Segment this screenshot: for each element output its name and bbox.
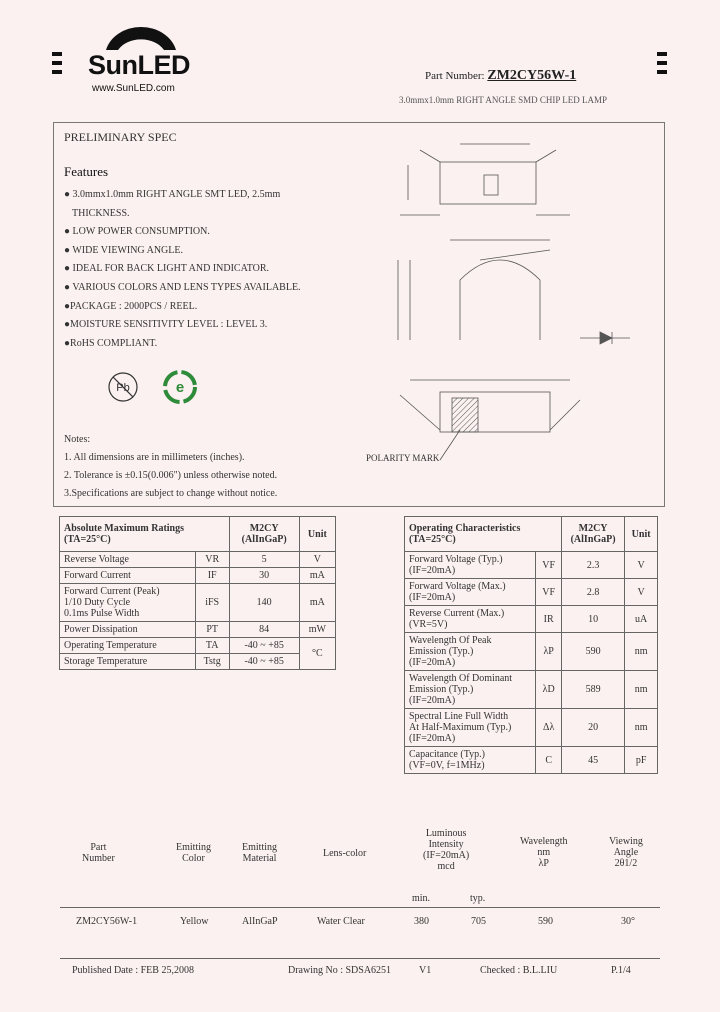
- symbol-cell: VF: [536, 552, 562, 579]
- notes-title: Notes:: [64, 434, 91, 445]
- unit-cell: mA: [299, 584, 335, 622]
- param-cell: Forward Current: [60, 568, 196, 584]
- param-cell: Reverse Current (Max.) (VR=5V): [405, 606, 536, 633]
- param-cell: Forward Current (Peak) 1/10 Duty Cycle 0.1ms Pulse Width: [60, 584, 196, 622]
- row-color: Yellow: [180, 916, 209, 927]
- unit-cell: mA: [299, 568, 335, 584]
- min-label: min.: [412, 893, 431, 904]
- feature-item: ● WIDE VIEWING ANGLE.: [64, 244, 183, 256]
- unit-cell: V: [299, 552, 335, 568]
- top-view-drawing: [398, 240, 550, 340]
- unit-cell: nm: [625, 671, 658, 709]
- bottom-view-drawing: [400, 380, 580, 460]
- param-cell: Capacitance (Typ.) (VF=0V, f=1MHz): [405, 747, 536, 774]
- note-item: 3.Specifications are subject to change without notice.: [64, 488, 278, 499]
- symbol-cell: Δλ: [536, 709, 562, 747]
- unit-cell: pF: [625, 747, 658, 774]
- note-item: 2. Tolerance is ±0.15(0.006") unless otherwise noted.: [64, 470, 278, 481]
- table-row: [405, 579, 658, 606]
- lead-free-icon: [106, 370, 140, 404]
- unit-cell: nm: [625, 633, 658, 671]
- feature-item: ● 3.0mmx1.0mm RIGHT ANGLE SMT LED, 2.5mm: [64, 189, 281, 200]
- value-cell: 140: [229, 584, 299, 622]
- drawing-number: Drawing No : SDSA6251: [288, 965, 392, 976]
- abs-col-head: M2CY (AlInGaP): [229, 517, 299, 552]
- table-row: [60, 584, 336, 622]
- feature-item: ●MOISTURE SENSITIVITY LEVEL : LEVEL 3.: [64, 319, 268, 331]
- row-min: 380: [414, 916, 429, 927]
- table-row: [405, 747, 658, 774]
- feature-item: ●PACKAGE : 2000PCS / REEL.: [64, 300, 198, 312]
- unit-cell: mW: [299, 622, 335, 638]
- part-number: ZM2CY56W-1: [487, 68, 577, 83]
- table-row: [405, 671, 658, 709]
- row-lens: Water Clear: [317, 916, 365, 927]
- right-margin-marks: [657, 52, 667, 74]
- abs-title-cell: Absolute Maximum Ratings (TA=25°C): [60, 517, 230, 552]
- col-emitting-material: Emitting Material: [242, 842, 277, 864]
- table-row: [405, 633, 658, 671]
- col-luminous-intensity: Luminous Intensity (IF=20mA) mcd: [423, 828, 470, 872]
- col-wavelength: Wavelength nm λP: [520, 836, 568, 869]
- abs-unit-head: Unit: [299, 517, 335, 552]
- logo: SunLED: [88, 50, 190, 80]
- value-cell: 20: [561, 709, 624, 747]
- feature-item: ● LOW POWER CONSUMPTION.: [64, 226, 210, 238]
- param-cell: Power Dissipation: [60, 622, 196, 638]
- value-cell: 2.3: [561, 552, 624, 579]
- value-cell: 45: [561, 747, 624, 774]
- diode-symbol: [580, 332, 630, 344]
- page-number: P.1/4: [611, 965, 631, 976]
- unit-cell: °C: [299, 638, 335, 670]
- col-emitting-color: Emitting Color: [176, 842, 211, 864]
- symbol-cell: λP: [536, 633, 562, 671]
- symbol-cell: IF: [195, 568, 229, 584]
- selection-divider: [60, 907, 660, 908]
- symbol-cell: IR: [536, 606, 562, 633]
- param-cell: Storage Temperature: [60, 654, 196, 670]
- absolute-max-table: [59, 516, 336, 670]
- value-cell: 589: [561, 671, 624, 709]
- rohs-e-icon: [162, 369, 198, 405]
- param-cell: Reverse Voltage: [60, 552, 196, 568]
- param-cell: Forward Voltage (Typ.) (IF=20mA): [405, 552, 536, 579]
- symbol-cell: TA: [195, 638, 229, 654]
- value-cell: 590: [561, 633, 624, 671]
- subtitle: 3.0mmx1.0mm RIGHT ANGLE SMD CHIP LED LAMP: [399, 95, 608, 105]
- param-cell: Wavelength Of Dominant Emission (Typ.) (IF=20mA): [405, 671, 536, 709]
- feature-item: THICKNESS.: [72, 207, 130, 219]
- table-row: [60, 638, 336, 654]
- note-item: 1. All dimensions are in millimeters (inches).: [64, 452, 245, 463]
- row-part: ZM2CY56W-1: [76, 916, 138, 927]
- footer: [60, 958, 660, 976]
- dimension-drawing: [380, 130, 660, 470]
- row-material: AlInGaP: [242, 916, 278, 927]
- symbol-cell: VR: [195, 552, 229, 568]
- table-row: [60, 552, 336, 568]
- row-typ: 705: [471, 916, 486, 927]
- unit-cell: V: [625, 552, 658, 579]
- version: V1: [419, 965, 432, 976]
- logo-url: www.SunLED.com: [92, 83, 175, 94]
- part-number-line: [425, 68, 576, 84]
- operating-char-table: [404, 516, 658, 774]
- op-unit-head: Unit: [625, 517, 658, 552]
- value-cell: -40 ~ +85: [229, 638, 299, 654]
- preliminary-label: PRELIMINARY SPEC: [64, 130, 177, 144]
- table-header-row: [405, 517, 658, 552]
- symbol-cell: PT: [195, 622, 229, 638]
- value-cell: 2.8: [561, 579, 624, 606]
- col-part-number: Part Number: [82, 842, 115, 864]
- param-cell: Forward Voltage (Max.) (IF=20mA): [405, 579, 536, 606]
- typ-label: typ.: [470, 893, 486, 904]
- part-number-label: Part Number:: [425, 70, 485, 82]
- feature-item: ●RoHS COMPLIANT.: [64, 337, 158, 349]
- param-cell: Spectral Line Full Width At Half-Maximum (Typ.) (IF=20mA): [405, 709, 536, 747]
- symbol-cell: iFS: [195, 584, 229, 622]
- features-list: [64, 186, 301, 353]
- features-title: Features: [64, 164, 109, 179]
- value-cell: -40 ~ +85: [229, 654, 299, 670]
- rohs-e-text: e: [175, 379, 185, 396]
- published-date: Published Date : FEB 25,2008: [72, 965, 194, 976]
- unit-cell: uA: [625, 606, 658, 633]
- side-view-drawing: [400, 144, 570, 215]
- notes: [64, 431, 277, 503]
- table-row: [405, 709, 658, 747]
- symbol-cell: λD: [536, 671, 562, 709]
- value-cell: 30: [229, 568, 299, 584]
- feature-item: ● IDEAL FOR BACK LIGHT AND INDICATOR.: [64, 263, 270, 275]
- value-cell: 84: [229, 622, 299, 638]
- table-row: [405, 552, 658, 579]
- param-cell: Wavelength Of Peak Emission (Typ.) (IF=20mA): [405, 633, 536, 671]
- table-header-row: [60, 517, 336, 552]
- symbol-cell: Tstg: [195, 654, 229, 670]
- table-row: [405, 606, 658, 633]
- polarity-mark-label: POLARITY MARK: [366, 453, 440, 463]
- unit-cell: V: [625, 579, 658, 606]
- col-viewing-angle: Viewing Angle 2θ1/2: [609, 836, 643, 869]
- table-row: [60, 622, 336, 638]
- op-col-head: M2CY (AlInGaP): [561, 517, 624, 552]
- lead-free-text: Pb: [116, 382, 130, 394]
- symbol-cell: C: [536, 747, 562, 774]
- table-row: [60, 568, 336, 584]
- checked-by: Checked : B.L.LIU: [480, 965, 558, 976]
- param-cell: Operating Temperature: [60, 638, 196, 654]
- logo-arc-icon: [104, 24, 178, 50]
- row-wavelength: 590: [538, 916, 553, 927]
- value-cell: 5: [229, 552, 299, 568]
- row-viewing: 30°: [621, 916, 635, 927]
- op-title-cell: Operating Characteristics (TA=25°C): [405, 517, 562, 552]
- unit-cell: nm: [625, 709, 658, 747]
- col-lens-color: Lens-color: [323, 848, 367, 859]
- symbol-cell: VF: [536, 579, 562, 606]
- feature-item: ● VARIOUS COLORS AND LENS TYPES AVAILABLE.: [64, 281, 301, 293]
- value-cell: 10: [561, 606, 624, 633]
- left-margin-marks: [52, 52, 62, 74]
- table-row: [60, 654, 336, 670]
